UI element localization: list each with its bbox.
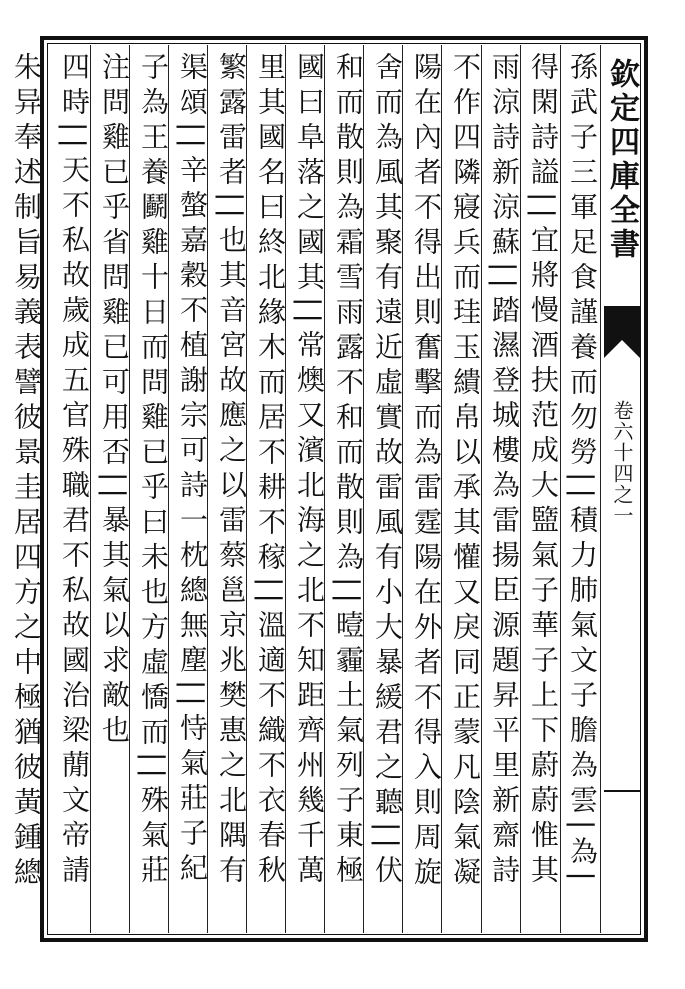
- text-column: 國曰阜落之國其||常燠又濱北海之北不知距齊州幾千萬: [293, 52, 326, 890]
- text-column: 四時||天不私故歲成五官殊職君不私故國治梁蕑文帝請: [58, 52, 91, 890]
- text-column: 里其國名曰終北緣木而居不耕不稼||溫適不織不衣春秋: [254, 52, 287, 890]
- text-column: 朱异奉述制旨易義表譬彼景圭居四方之中極猶彼黃鍾總: [10, 52, 43, 892]
- book-title: 欽定四庫全書: [604, 58, 639, 262]
- text-column: 注問雞已乎省問雞已可用否||暴其氣以求敵也: [98, 52, 131, 750]
- text-column: 繁露雷者||也其音宮故應之以雷蔡邕京兆樊惠之北隅有: [215, 52, 248, 890]
- text-column: 不作四隣寢兵而珪玉繢帛以承其懽又戾同正蒙凡陰氣凝: [449, 52, 482, 892]
- text-column: 子為王養鬬雞十日而問雞已乎曰未也方虛憍而||殊氣莊: [137, 52, 170, 890]
- text-column: 渠頌||辛螫嘉穀不植謝宗可詩一枕總無塵||恃氣莊子紀: [176, 52, 209, 888]
- fishtail-mark-icon: [604, 306, 640, 358]
- text-column: 雨涼詩新涼蘇||踏濕登城樓為雷揚臣源題昇平里新齋詩: [488, 52, 521, 890]
- fold-divider: [604, 790, 640, 792]
- text-column: 和而散則為霜雪雨露不和而散則為||曀霾土氣列子東極: [332, 52, 365, 890]
- text-column: 陽在內者不得出則奮擊而為雷霆陽在外者不得入則周旋: [410, 52, 443, 892]
- text-column: 孫武子三軍足食謹養而勿勞||積力肺氣文子膽為雲|為|: [566, 52, 599, 888]
- text-column: 舍而為風其聚有遠近虛實故雷風有小大暴緩君之聽||伏: [371, 52, 404, 890]
- volume-label: 卷六十四之一: [610, 400, 634, 526]
- text-column: 得閑詩謚||宜將慢酒扶范成大盬氣子華子上下蔚蔚惟其: [527, 52, 560, 890]
